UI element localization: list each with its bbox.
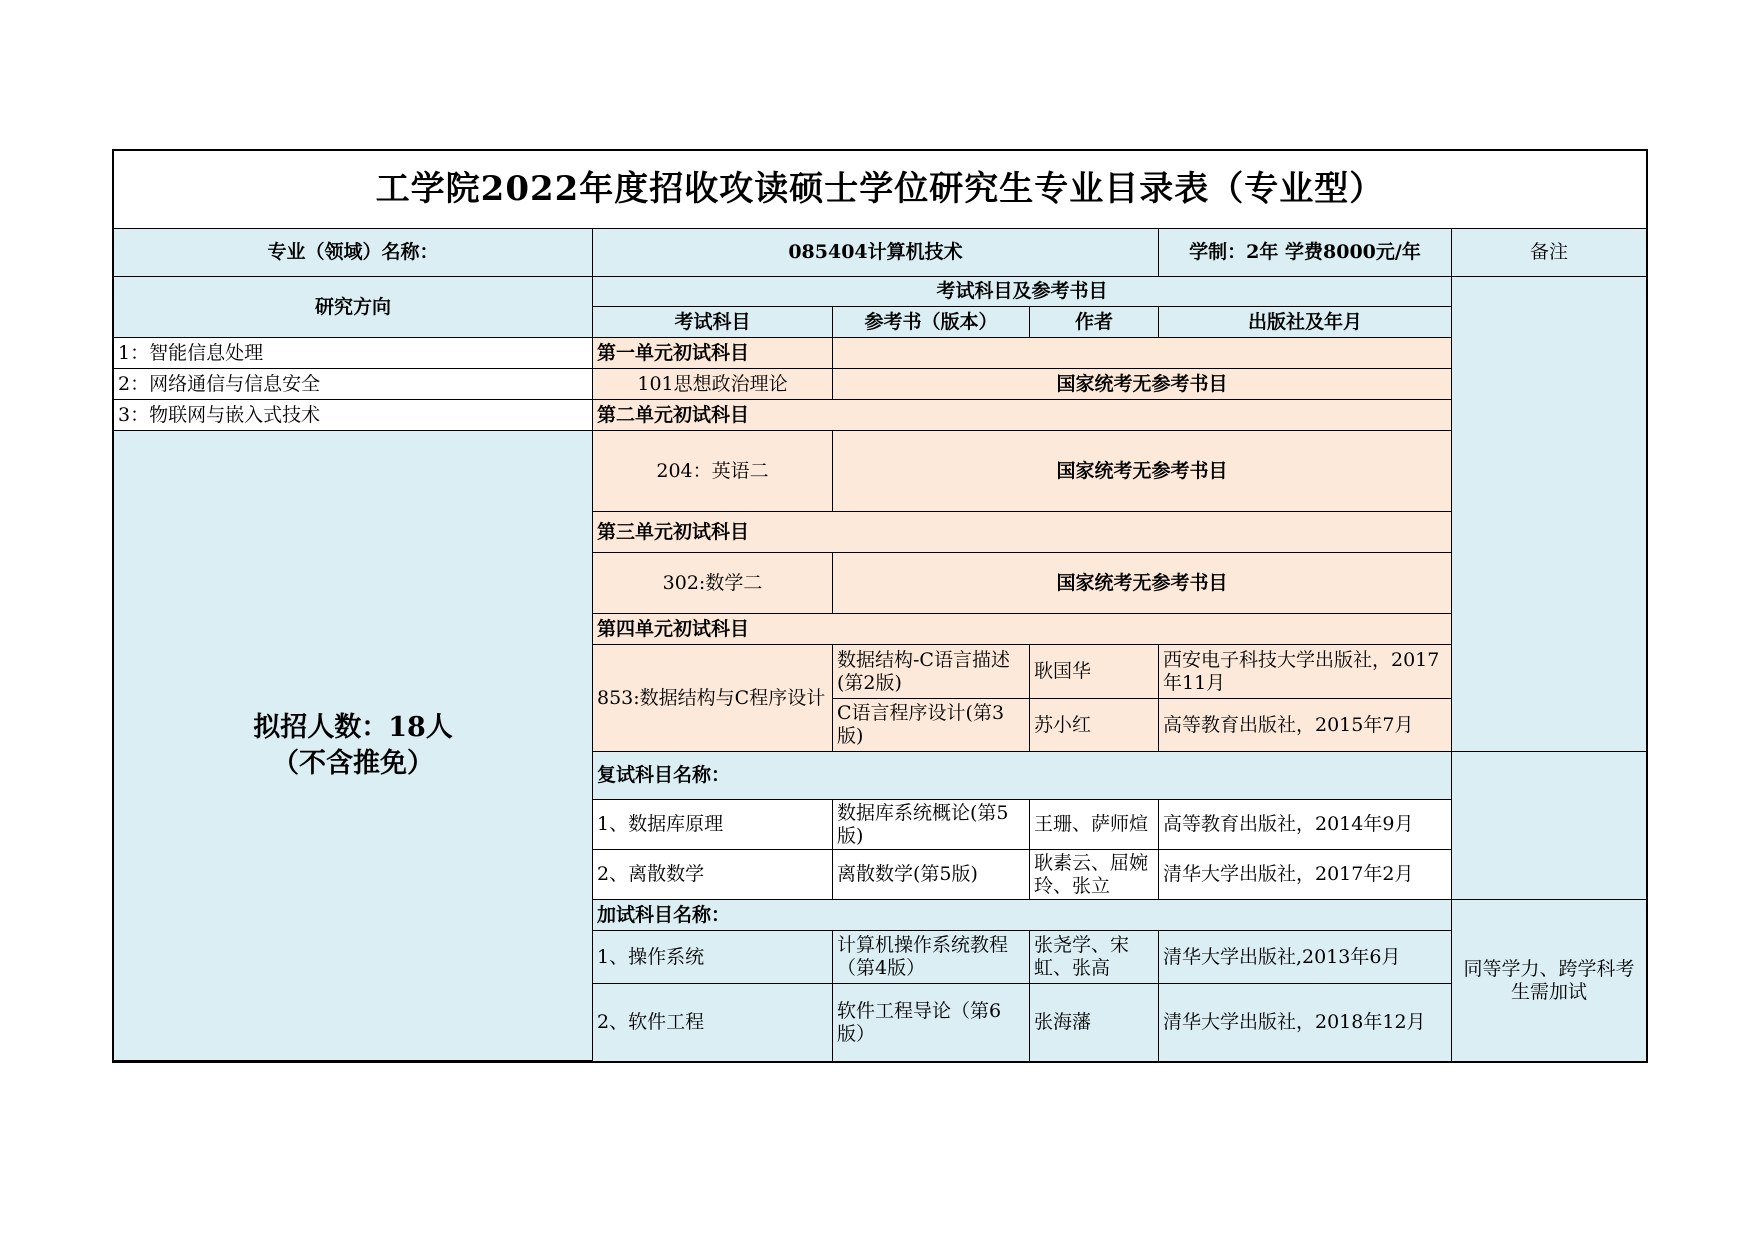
direction-item: 3：物联网与嵌入式技术 xyxy=(114,400,593,431)
extra-publisher: 清华大学出版社，2018年12月 xyxy=(1159,984,1452,1061)
extra-book: 软件工程导论（第6版） xyxy=(833,984,1030,1061)
unit4-book: 数据结构-C语言描述(第2版) xyxy=(833,645,1030,699)
unit2-subject: 204：英语二 xyxy=(593,431,833,512)
unit4-subject: 853:数据结构与C程序设计 xyxy=(593,645,833,752)
exam-group-header: 考试科目及参考书目 xyxy=(593,277,1452,307)
unit2-title: 第二单元初试科目 xyxy=(593,400,1452,431)
unit3-subject: 302:数学二 xyxy=(593,553,833,614)
direction-item: 2：网络通信与信息安全 xyxy=(114,369,593,400)
retest-title: 复试科目名称： xyxy=(593,752,1452,800)
major-value: 085404计算机技术 xyxy=(593,229,1159,277)
unit2-note: 国家统考无参考书目 xyxy=(833,431,1452,512)
unit1-blank xyxy=(833,338,1452,369)
publisher-header: 出版社及年月 xyxy=(1159,307,1452,338)
remarks-cell-retest xyxy=(1452,752,1646,900)
retest-publisher: 高等教育出版社，2014年9月 xyxy=(1159,800,1452,850)
extra-publisher: 清华大学出版社,2013年6月 xyxy=(1159,931,1452,984)
retest-subject: 2、离散数学 xyxy=(593,850,833,900)
catalog-table xyxy=(112,149,1648,1063)
unit1-title: 第一单元初试科目 xyxy=(593,338,833,369)
unit3-title: 第三单元初试科目 xyxy=(593,512,1452,553)
retest-subject: 1、数据库原理 xyxy=(593,800,833,850)
extra-subject: 1、操作系统 xyxy=(593,931,833,984)
retest-book: 数据库系统概论(第5版) xyxy=(833,800,1030,850)
enrollment-count: 拟招人数：18人 xyxy=(253,711,453,743)
unit4-title: 第四单元初试科目 xyxy=(593,614,1452,645)
extra-subject: 2、软件工程 xyxy=(593,984,833,1061)
extra-book: 计算机操作系统教程（第4版） xyxy=(833,931,1030,984)
unit3-note: 国家统考无参考书目 xyxy=(833,553,1452,614)
remarks-cell-upper xyxy=(1452,277,1646,752)
enrollment-note: （不含推免） xyxy=(272,747,434,779)
direction-item: 1：智能信息处理 xyxy=(114,338,593,369)
unit4-publisher: 西安电子科技大学出版社，2017年11月 xyxy=(1159,645,1452,699)
retest-book: 离散数学(第5版) xyxy=(833,850,1030,900)
duration-fee: 学制：2年 学费8000元/年 xyxy=(1159,229,1452,277)
enrollment-cell xyxy=(114,431,593,1061)
page-title: 工学院2022年度招收攻读硕士学位研究生专业目录表（专业型） xyxy=(114,151,1646,229)
extra-author: 张尧学、宋虹、张高 xyxy=(1030,931,1159,984)
unit4-publisher: 高等教育出版社，2015年7月 xyxy=(1159,699,1452,752)
extra-remark: 同等学力、跨学科考生需加试 xyxy=(1452,900,1646,1061)
unit1-subject: 101思想政治理论 xyxy=(593,369,833,400)
subject-header: 考试科目 xyxy=(593,307,833,338)
author-header: 作者 xyxy=(1030,307,1159,338)
retest-author: 王珊、萨师煊 xyxy=(1030,800,1159,850)
remarks-header: 备注 xyxy=(1452,229,1646,277)
unit4-book: C语言程序设计(第3版) xyxy=(833,699,1030,752)
retest-publisher: 清华大学出版社，2017年2月 xyxy=(1159,850,1452,900)
major-label: 专业（领域）名称： xyxy=(114,229,593,277)
direction-header: 研究方向 xyxy=(114,277,593,338)
unit4-author: 耿国华 xyxy=(1030,645,1159,699)
unit4-author: 苏小红 xyxy=(1030,699,1159,752)
unit1-note: 国家统考无参考书目 xyxy=(833,369,1452,400)
extra-author: 张海藩 xyxy=(1030,984,1159,1061)
extra-title: 加试科目名称： xyxy=(593,900,1452,931)
retest-author: 耿素云、屈婉玲、张立 xyxy=(1030,850,1159,900)
book-header: 参考书（版本） xyxy=(833,307,1030,338)
